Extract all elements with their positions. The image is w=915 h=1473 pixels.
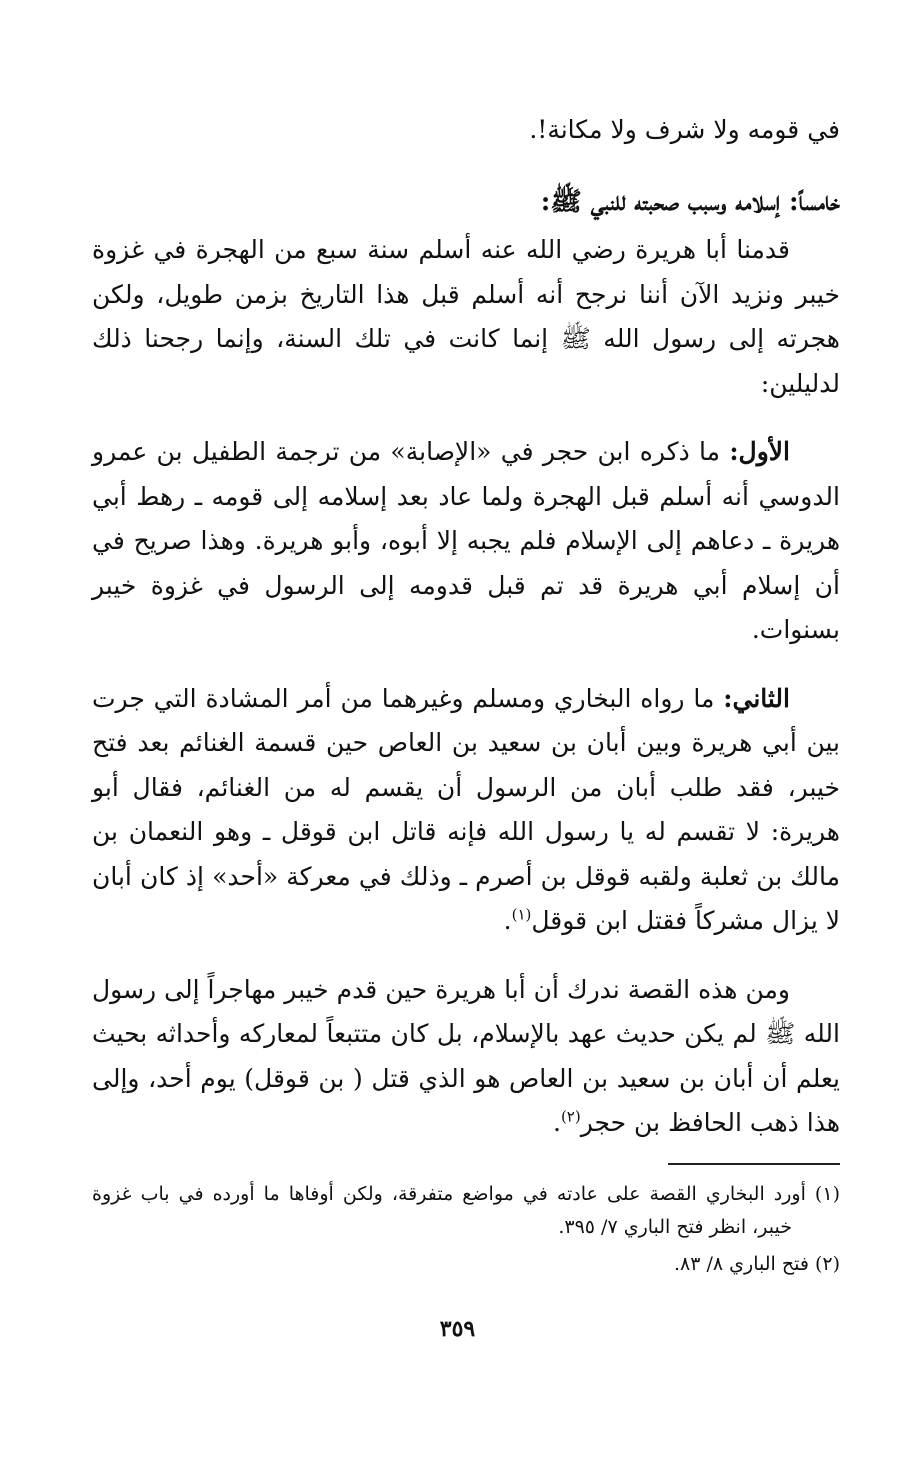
footnote-divider — [668, 1163, 840, 1165]
paragraph-text: ما ذكره ابن حجر في «الإصابة» من ترجمة الطفيل بن عمرو الدوسي أنه أسلم قبل الهجرة ولما عاد بعد إسلامه إلى قومه ـ رهط أبي هريرة ـ دعاهم إلى الإسلام فلم يجبه إلا أبوه، وأبو هريرة. وهذا صريح في أن إسلام أبي هريرة قد تم قبل قدومه إلى الرسول في غزوة خيبر بسنوات. — [92, 437, 840, 644]
opening-line: في قومه ولا شرف ولا مكانة!. — [529, 115, 840, 144]
paragraph-lead: الثاني: — [723, 683, 790, 713]
footnote-ref: (١) — [511, 905, 532, 924]
sentence-end: . — [552, 1108, 561, 1137]
footnote-ref: (٢) — [560, 1107, 581, 1126]
paragraph-text: قدمنا أبا هريرة رضي الله عنه أسلم سنة سبع من الهجرة في غزوة خيبر ونزيد الآن أننا نرجح أنه أسلم قبل هذا التاريخ بزمن طويل، ولكن هجرته إلى رسول الله ﷺ إنما كانت في تلك السنة، وإنما رجحنا ذلك لدليلين: — [92, 235, 840, 398]
page-number: ٣٥٩ — [439, 1316, 476, 1342]
section-heading: خامساً: إسلامه وسبب صحبته للنبي ﷺ: — [540, 187, 840, 217]
paragraph-first-evidence — [92, 430, 840, 653]
sentence-end: . — [503, 906, 512, 935]
footnote-1: (١) أورد البخاري القصة على عادته في مواضع متفرقة، ولكن أوفاها ما أورده في باب غزوة خيبر، انظر فتح الباري ٧/ ٣٩٥. — [92, 1183, 840, 1238]
page-body — [92, 108, 840, 1170]
paragraph-conclusion — [92, 968, 840, 1146]
footnote-2: (٢) فتح الباري ٨/ ٨٣. — [673, 1253, 840, 1275]
paragraph-lead: الأول: — [729, 437, 790, 466]
paragraph-text: ما رواه البخاري ومسلم وغيرهما من أمر المشادة التي جرت بين أبي هريرة وبين أبان بن سعيد بن العاص حين قسمة الغنائم بعد فتح خيبر، فقد طلب أبان من الرسول أن يقسم له من الغنائم، فقال أبو هريرة: لا تقسم له يا رسول الله فإنه قاتل ابن قوقل ـ وهو النعمان بن مالك بن ثعلبة ولقبه قوقل بن أصرم ـ وذلك في معركة «أحد» إذ كان أبان لا يزال مشركاً فقتل ابن قوقل — [92, 683, 840, 935]
paragraph-second-evidence — [92, 677, 840, 944]
paragraph-text: ومن هذه القصة ندرك أن أبا هريرة حين قدم خيبر مهاجراً إلى رسول الله ﷺ لم يكن حديث عهد بالإسلام، بل كان متتبعاً لمعاركه وأحداثه بحيث يعلم أن أبان بن سعيد بن العاص هو الذي قتل ( بن قوقل) يوم أحد، وإلى هذا ذهب الحافظ بن حجر — [92, 974, 840, 1137]
paragraph-intro — [92, 228, 840, 406]
footnotes — [92, 1178, 840, 1285]
